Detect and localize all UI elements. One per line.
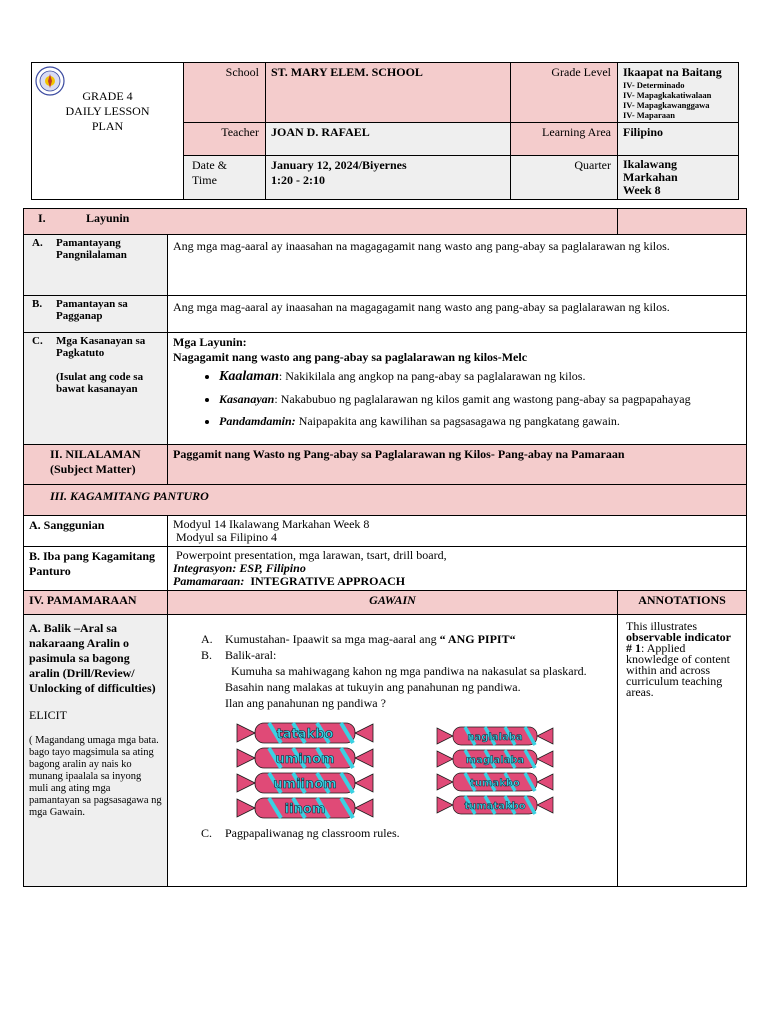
- materials-line: Powerpoint presentation, mga larawan, tsart, drill board,: [173, 548, 447, 562]
- deped-seal-icon: [35, 66, 65, 96]
- instruction-line: Kumuha sa mahiwagang kahon ng mga pandiwa na nakasulat sa plaskard.: [231, 664, 587, 678]
- objective-item: [219, 369, 741, 384]
- objective-text: : Nakabubuo ng paglalarawan ng kilos gamit ang wastong pang-abay sa pagpapahayag: [274, 392, 691, 406]
- iba-pang-value-cell: [168, 547, 747, 591]
- annotation-pre: This illustrates: [626, 619, 698, 633]
- gawain-col-header: GAWAIN: [168, 591, 618, 615]
- candy-card: [437, 750, 553, 768]
- date-label: Date &: [192, 158, 227, 172]
- objectives-subheading: Nagagamit nang wasto ang pang-abay sa paglalarawan ng kilos-Melc: [173, 350, 528, 364]
- row-note: (Isulat ang code sa bawat kasanayan: [56, 371, 144, 395]
- candy-word: naglalaba: [467, 732, 523, 743]
- area-label: Learning Area: [511, 123, 618, 156]
- section-number: I.: [38, 211, 46, 225]
- candy-card: [437, 796, 553, 814]
- lesson-plan-table: [23, 208, 747, 887]
- row-letter: C.: [32, 335, 43, 347]
- candy-card: [437, 773, 553, 791]
- area-value: Filipino: [618, 123, 739, 156]
- candy-group-left: [235, 721, 375, 821]
- teacher-label: Teacher: [184, 123, 266, 156]
- iba-pang-label: B. Iba pang Kagamitang Panturo: [24, 547, 168, 591]
- gawain-item: [201, 647, 612, 663]
- time-value: 1:20 - 2:10: [271, 173, 325, 187]
- grade-section: IV- Mapagkakatiwalaan: [623, 90, 712, 100]
- candy-card: [237, 723, 373, 743]
- title-line: DAILY LESSON: [65, 104, 150, 118]
- objective-text: : Nakikilala ang angkop na pang-abay sa paglalarawan ng kilos.: [278, 369, 586, 383]
- time-label: Time: [192, 173, 217, 187]
- grade-value: Ikaapat na Baitang: [623, 65, 722, 79]
- candy-word: uminom: [275, 752, 335, 767]
- instruction-line: Ilan ang panahunan ng pandiwa ?: [225, 696, 386, 710]
- sanggunian-line: Modyul sa Filipino 4: [173, 530, 278, 544]
- layunin-heading: [24, 209, 618, 235]
- candy-card: [237, 773, 373, 793]
- pagganap-value: Ang mga mag-aaral ay inaasahan na magagagamit nang wasto ang pang-abay sa paglalarawan ng kilos.: [168, 296, 747, 333]
- annotations-col-header: ANNOTATIONS: [618, 591, 747, 615]
- date-value-cell: [266, 156, 511, 200]
- gawain-cell: [168, 615, 618, 887]
- gawain-item: [201, 631, 612, 647]
- row-label: Pamantayang Pangnilalaman: [56, 237, 127, 261]
- pagganap-label-cell: [24, 296, 168, 333]
- header-table: [31, 62, 739, 200]
- school-value: ST. MARY ELEM. SCHOOL: [266, 63, 511, 123]
- date-value: January 12, 2024/Biyernes: [271, 158, 407, 172]
- candy-word: tumakbo: [470, 778, 520, 789]
- nilalaman-value: Paggamit nang Wasto ng Pang-abay sa Paglalarawan ng Kilos- Pang-abay na Pamaraan: [168, 445, 747, 485]
- date-label-cell: [184, 156, 266, 200]
- item-text: Kumustahan- Ipaawit sa mga mag-aaral ang: [225, 632, 440, 646]
- candy-word: umiinom: [273, 777, 337, 792]
- pamantayang-value: Ang mga mag-aaral ay inaasahan na magagagamit nang wasto ang pang-abay sa paglalarawan ng kilos.: [168, 235, 747, 296]
- brand-cell: [32, 63, 184, 200]
- balik-aral-label: A. Balik –Aral sa nakaraang Aralin o pasimula sa bagong aralin (Drill/Review/ Unlocking of difficulties): [29, 621, 156, 695]
- sanggunian-line: Modyul 14 Ikalawang Markahan Week 8: [173, 517, 370, 531]
- school-label: School: [184, 63, 266, 123]
- objectives-list: [173, 369, 741, 428]
- quarter-label: Quarter: [511, 156, 618, 200]
- objectives-heading: Mga Layunin:: [173, 335, 247, 349]
- sanggunian-label: A. Sanggunian: [24, 516, 168, 547]
- candy-word: iinom: [284, 802, 326, 817]
- objective-key: Pandamdamin:: [219, 414, 296, 428]
- kasanayan-label-cell: [24, 333, 168, 445]
- objective-item: [219, 392, 741, 406]
- objective-item: [219, 414, 741, 428]
- integration-line: Integrasyon: ESP, Filipino: [173, 561, 306, 575]
- approach-line: [173, 575, 741, 588]
- row-letter: B.: [32, 298, 43, 310]
- teacher-value: JOAN D. RAFAEL: [266, 123, 511, 156]
- candy-group-right: [435, 725, 555, 817]
- instruction-line: Basahin nang malakas at tukuyin ang panahunan ng pandiwa.: [225, 680, 521, 694]
- grade-section: IV- Maparaan: [623, 110, 676, 120]
- candy-word: tatakbo: [276, 727, 334, 742]
- kagamitan-heading: III. KAGAMITANG PANTURO: [24, 485, 747, 516]
- row-label: Mga Kasanayan sa Pagkatuto: [56, 335, 146, 359]
- objective-text: Naipapakita ang kawilihan sa pagsasagawa ng pangkatang gawain.: [295, 414, 620, 428]
- kasanayan-value-cell: [168, 333, 747, 445]
- quarter-line: Ikalawang: [623, 157, 678, 171]
- elicit-text: ( Magandang umaga mga bata. bago tayo magsimula sa ating bagong aralin ay nais ko munang ipaalala sa inyong muli ang ating mga pamantayan sa pagsasagawa ng mga Gawain.: [29, 735, 162, 818]
- gawain-list: [173, 631, 612, 663]
- item-marker: B.: [201, 648, 213, 662]
- grade-value-cell: [618, 63, 739, 123]
- item-marker: C.: [201, 826, 213, 840]
- layunin-empty-cell: [618, 209, 747, 235]
- pamamaraan-col-header: IV. PAMAMARAAN: [24, 591, 168, 615]
- annotation-post: : Applied knowledge of content within and across curriculum teaching areas.: [626, 641, 730, 699]
- title-line: GRADE 4: [82, 89, 133, 103]
- grade-section: IV- Determinado: [623, 80, 685, 90]
- gawain-list-c: [173, 825, 612, 841]
- nilalaman-label: II. NILALAMAN (Subject Matter): [24, 445, 168, 485]
- annotation-cell: [618, 615, 747, 887]
- item-marker: A.: [201, 632, 213, 646]
- grade-label: Grade Level: [511, 63, 618, 123]
- candy-card: [437, 727, 553, 745]
- elicit-label: ELICIT: [29, 708, 67, 722]
- candy-card: [237, 748, 373, 768]
- candy-flashcards: [225, 721, 612, 821]
- objective-key: Kaalaman: [219, 369, 279, 384]
- quarter-line: Week 8: [623, 183, 661, 197]
- candy-card: [237, 798, 373, 818]
- grade-section: IV- Mapagkawanggawa: [623, 100, 710, 110]
- item-text: Pagpapaliwanag ng classroom rules.: [225, 826, 400, 840]
- item-text: Balik-aral:: [225, 648, 277, 662]
- section-title: Layunin: [86, 211, 130, 225]
- approach-key: Pamamaraan:: [173, 574, 245, 588]
- quarter-line: Markahan: [623, 170, 678, 184]
- candy-word: tumatakbo: [464, 801, 526, 812]
- row-label: Pamantayan sa Pagganap: [56, 298, 128, 322]
- approach-value: INTEGRATIVE APPROACH: [244, 574, 406, 588]
- row-letter: A.: [32, 237, 43, 249]
- candy-word: maglalaba: [465, 755, 525, 766]
- gawain-item: [201, 825, 612, 841]
- quarter-value-cell: [618, 156, 739, 200]
- title-line: PLAN: [91, 119, 124, 133]
- balik-aral-label-cell: [24, 615, 168, 887]
- song-title: “ ANG PIPIT“: [439, 632, 516, 646]
- annotation-indicator: observable indicator # 1: [626, 630, 731, 655]
- sanggunian-value-cell: [168, 516, 747, 547]
- objective-key: Kasanayan: [219, 392, 275, 406]
- pamantayang-label-cell: [24, 235, 168, 296]
